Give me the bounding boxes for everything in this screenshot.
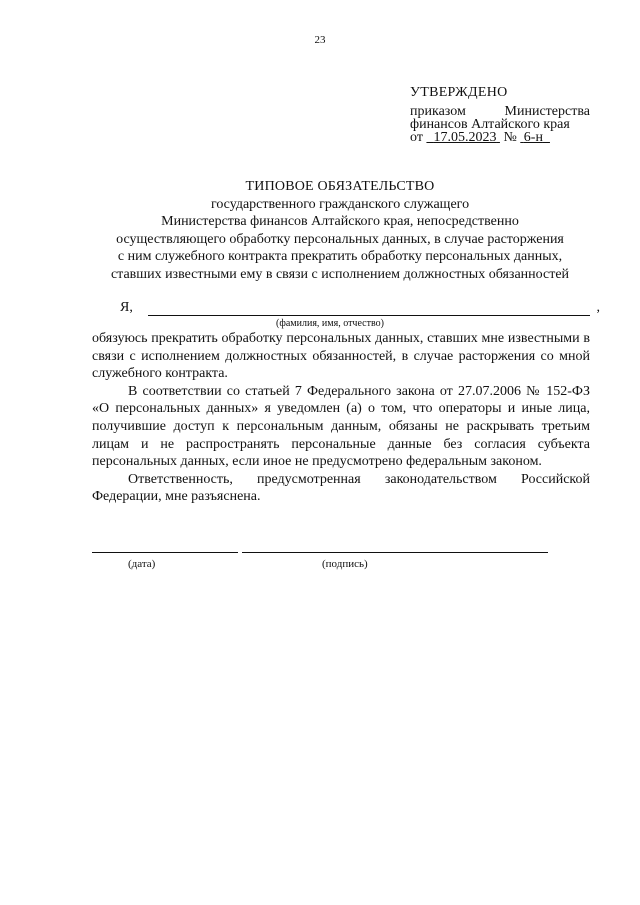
heading-line: государственного гражданского служащего — [210, 196, 470, 212]
approval-number-sign: № — [503, 130, 517, 145]
approval-line-ministry: финансов Алтайского края — [410, 117, 570, 132]
signature-lines — [92, 552, 548, 554]
approval-line-date-number — [410, 131, 590, 144]
document-heading — [70, 178, 610, 283]
heading-line: осуществляющего обработку персональных данных, в случае расторжения — [116, 231, 564, 247]
heading-line: с ним служебного контракта прекратить обработку персональных данных, — [117, 249, 563, 264]
fio-caption: (фамилия, имя, отчество) — [276, 318, 384, 329]
body-paragraph-obligation: обязуюсь прекратить обработку персональных данных, ставших мне известными в связи с исполнением должностных обязанностей, в случае расторжения со мной служебного контракта. — [92, 331, 590, 382]
approval-order-word: приказом — [410, 104, 466, 119]
page-number: 23 — [314, 34, 326, 46]
signature-underline — [242, 552, 548, 553]
signature-caption: (подпись) — [322, 558, 368, 570]
fio-field-line — [92, 300, 604, 318]
approval-date: 17.05.2023 — [433, 130, 497, 145]
approval-title: УТВЕРЖДЕНО — [410, 85, 508, 100]
heading-line: ставших известными ему в связи с исполнением должностных обязанностей — [110, 266, 570, 282]
fio-comma: , — [596, 300, 600, 315]
approval-number: 6-н — [523, 130, 543, 145]
heading-line: Министерства финансов Алтайского края, непосредственно — [161, 214, 519, 229]
body-text — [92, 330, 590, 506]
date-caption: (дата) — [128, 558, 156, 570]
date-underline — [92, 552, 238, 553]
body-paragraph-notice: В соответствии со статьей 7 Федерального закона от 27.07.2006 № 152-ФЗ «О персональных данных» я уведомлен (а) о том, что операторы и иные лица, получившие доступ к персональным данным, обязаны не раскрывать третьим лицам и не распространять персональные данные без согласия субъекта персональных данных, если иное не предусмотрено федеральным законом. — [92, 383, 590, 470]
body-paragraph-responsibility: Ответственность, предусмотренная законодательством Российской Федерации, мне разъяснена. — [92, 471, 590, 505]
fio-prefix: Я, — [120, 300, 133, 315]
approval-from-word: от — [410, 130, 427, 145]
approval-ministry-word: Министерства — [504, 104, 590, 119]
fio-underline — [148, 315, 590, 316]
approval-block — [410, 86, 590, 144]
document-title: ТИПОВОЕ ОБЯЗАТЕЛЬСТВО — [245, 179, 435, 194]
